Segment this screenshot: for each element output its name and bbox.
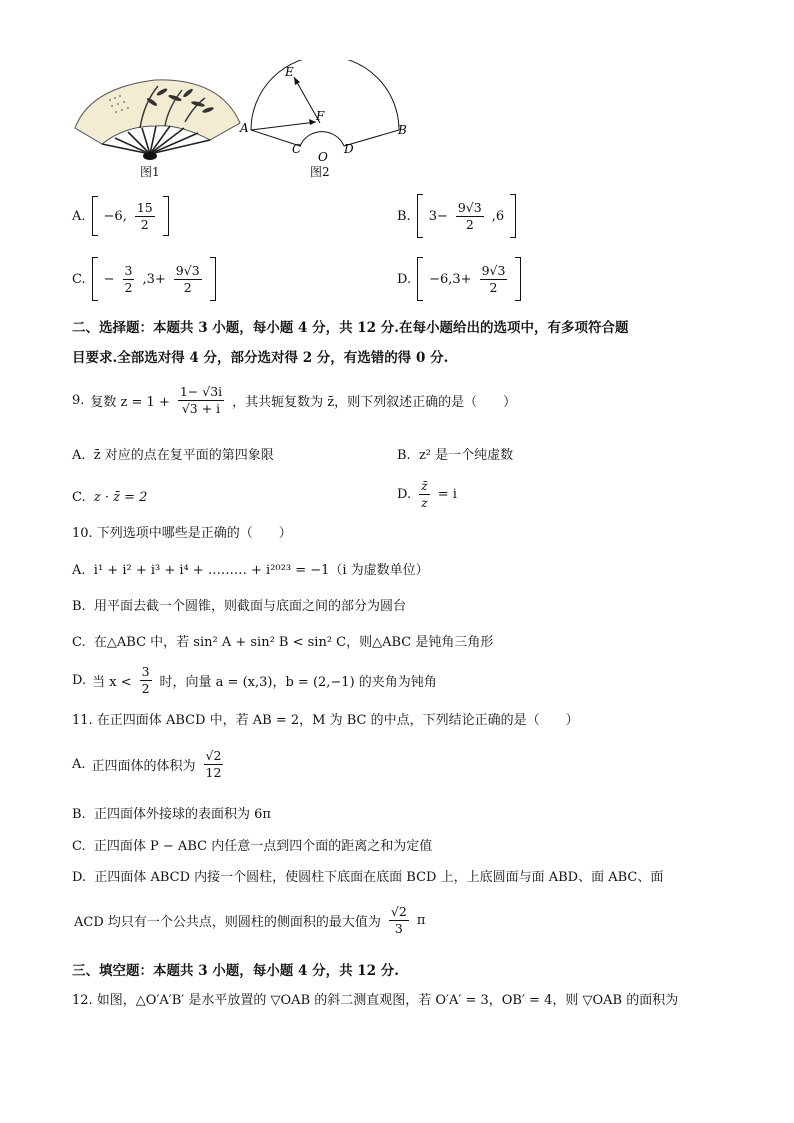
section-2-header-line1: 二、选择题：本题共 3 小题，每小题 4 分，共 12 分.在每小题给出的选项中，有多项符合题 — [72, 320, 629, 336]
q11-option-d[interactable] — [72, 869, 663, 887]
option-text: 用平面去截一个圆锥，则截面与底面之间的部分为圆台 — [93, 599, 406, 614]
option-label: A. — [72, 757, 86, 772]
option-text: z · z̄ = 2 — [93, 490, 148, 505]
option-label: B. — [397, 448, 411, 463]
section-3-header: 三、填空题：本题共 3 小题，每小题 4 分，共 12 分. — [72, 963, 399, 979]
right-bracket — [163, 196, 169, 236]
option-post: 时，向量 a = (x,3)，b = (2,−1) 的夹角为钝角 — [159, 675, 437, 690]
q9-option-d[interactable] — [397, 478, 457, 511]
question-10-stem: 10. 下列选项中哪些是正确的（ ） — [72, 526, 292, 541]
fraction — [135, 200, 155, 233]
point-B-label: B — [398, 123, 407, 137]
q10-option-d[interactable] — [72, 664, 437, 697]
q11-option-d-continuation — [74, 904, 425, 937]
question-number: 9. — [72, 393, 85, 408]
option-expr-mid: ,3+ — [142, 271, 166, 287]
q11-option-c[interactable] — [72, 838, 432, 856]
option-expr-post: ,6 — [491, 208, 505, 224]
denominator: 2 — [124, 279, 133, 295]
numerator: 9√3 — [457, 199, 482, 215]
q8-option-c[interactable] — [72, 257, 216, 301]
section-2-header-line2: 目要求.全部选对得 4 分，部分选对得 2 分，有选错的得 0 分. — [72, 350, 449, 366]
denominator: 12 — [205, 765, 222, 780]
q10-option-b[interactable] — [72, 598, 406, 616]
right-bracket — [210, 257, 216, 301]
option-pre: 正四面体的体积为 — [91, 759, 196, 774]
option-text: 在△ABC 中，若 sin² A + sin² B < sin² C，则△ABC 是钝角三角形 — [93, 635, 494, 650]
option-expr-left: −6, — [103, 208, 127, 224]
stem-pre: 复数 z = 1 + — [90, 395, 170, 410]
option-label: D. — [397, 271, 412, 287]
numerator: √2 — [390, 904, 407, 919]
denominator: 2 — [489, 279, 498, 295]
fraction — [419, 478, 430, 511]
fraction — [480, 263, 508, 296]
numerator: 1− √3i — [179, 384, 223, 399]
option-text: z² 是一个纯虚数 — [418, 448, 514, 463]
fraction — [140, 664, 152, 697]
point-E-label: E — [285, 65, 294, 79]
stem-post: ，其共轭复数为 z̄，则下列叙述正确的是（ ） — [232, 395, 517, 410]
option-label: C. — [72, 271, 86, 287]
fraction-2 — [174, 263, 202, 296]
q11-option-b[interactable] — [72, 806, 271, 824]
point-F-label: F — [316, 109, 325, 123]
point-A-label: A — [240, 121, 249, 135]
option-text: 正四面体 ABCD 内接一个圆柱，使圆柱下底面在底面 BCD 上，上底圆面与面 ABD、面 ABC、面 — [94, 870, 664, 885]
option-cont-pre: ACD 均只有一个公共点，则圆柱的侧面积的最大值为 — [74, 915, 381, 930]
fraction — [389, 904, 409, 937]
option-label: C. — [72, 635, 86, 650]
q11-option-a[interactable] — [72, 748, 225, 781]
fan-figure-2-diagram — [236, 60, 416, 165]
denominator: 2 — [140, 216, 149, 232]
fraction — [204, 748, 224, 781]
option-label: C. — [72, 490, 86, 505]
right-bracket — [515, 257, 521, 301]
option-post: = i — [437, 487, 457, 502]
denominator: √3 + i — [181, 401, 221, 416]
numerator: z̄ — [421, 478, 428, 493]
q9-option-b[interactable] — [397, 447, 513, 465]
question-11-stem: 11. 在正四面体 ABCD 中，若 AB = 2，M 为 BC 的中点，下列结论正确的是（ ） — [72, 713, 579, 728]
fraction — [456, 200, 484, 233]
left-bracket — [417, 194, 423, 238]
option-text: z̄ 对应的点在复平面的第四象限 — [93, 448, 274, 463]
option-label: B. — [72, 599, 86, 614]
right-bracket — [510, 194, 516, 238]
option-pre: 当 x < — [92, 675, 132, 690]
numerator: √2 — [205, 748, 222, 763]
point-O-label: O — [318, 150, 328, 164]
fraction-1 — [123, 263, 135, 296]
option-label: A. — [72, 208, 86, 224]
numerator: 9√3 — [175, 262, 200, 278]
left-bracket — [417, 257, 423, 301]
question-12-stem: 12. 如图，△O′A′B′ 是水平放置的 ▽OAB 的斜二测直观图，若 O′A′ = 3，OB′ = 4，则 ▽OAB 的面积为 — [72, 993, 679, 1008]
option-label: D. — [397, 487, 412, 502]
option-label: B. — [72, 807, 86, 822]
point-C-label: C — [292, 142, 302, 156]
q8-option-a[interactable] — [72, 196, 169, 236]
fan-figure-1 — [70, 68, 245, 163]
option-label: B. — [397, 208, 411, 224]
q9-option-c[interactable] — [72, 489, 147, 507]
option-post: π — [416, 913, 426, 928]
q9-option-a[interactable] — [72, 447, 274, 465]
figure-1-caption: 图1 — [140, 165, 160, 179]
denominator: 2 — [141, 681, 150, 696]
option-text: 正四面体外接球的表面积为 6π — [93, 807, 271, 822]
numerator: 9√3 — [481, 262, 506, 278]
fraction — [178, 384, 224, 417]
denominator: 2 — [465, 216, 474, 232]
numerator: 15 — [136, 199, 153, 215]
numerator: 3 — [141, 664, 150, 679]
left-bracket — [92, 257, 98, 301]
option-label: D. — [72, 870, 87, 885]
point-D-label: D — [344, 142, 354, 156]
figure-2-caption: 图2 — [310, 165, 330, 179]
option-label: D. — [72, 673, 87, 688]
q10-option-c[interactable] — [72, 634, 493, 652]
option-text: 正四面体 P − ABC 内任意一点到四个面的距离之和为定值 — [93, 839, 433, 854]
option-expr-pre: −6,3+ — [429, 271, 472, 287]
denominator: z — [421, 495, 428, 510]
option-label: C. — [72, 839, 86, 854]
question-9-stem — [72, 384, 516, 417]
numerator: 3 — [124, 262, 133, 278]
left-bracket — [92, 196, 98, 236]
q10-option-a[interactable] — [72, 562, 429, 580]
option-label: A. — [72, 448, 86, 463]
option-expr-pre: − — [103, 271, 115, 287]
q8-option-d[interactable] — [397, 257, 521, 301]
denominator: 2 — [183, 279, 192, 295]
q8-option-b[interactable] — [397, 194, 516, 238]
option-text: i¹ + i² + i³ + i⁴ + ……… + i²⁰²³ = −1（i 为虚数单位） — [93, 563, 429, 578]
denominator: 3 — [394, 921, 403, 936]
option-label: A. — [72, 563, 86, 578]
option-expr-pre: 3− — [428, 208, 448, 224]
